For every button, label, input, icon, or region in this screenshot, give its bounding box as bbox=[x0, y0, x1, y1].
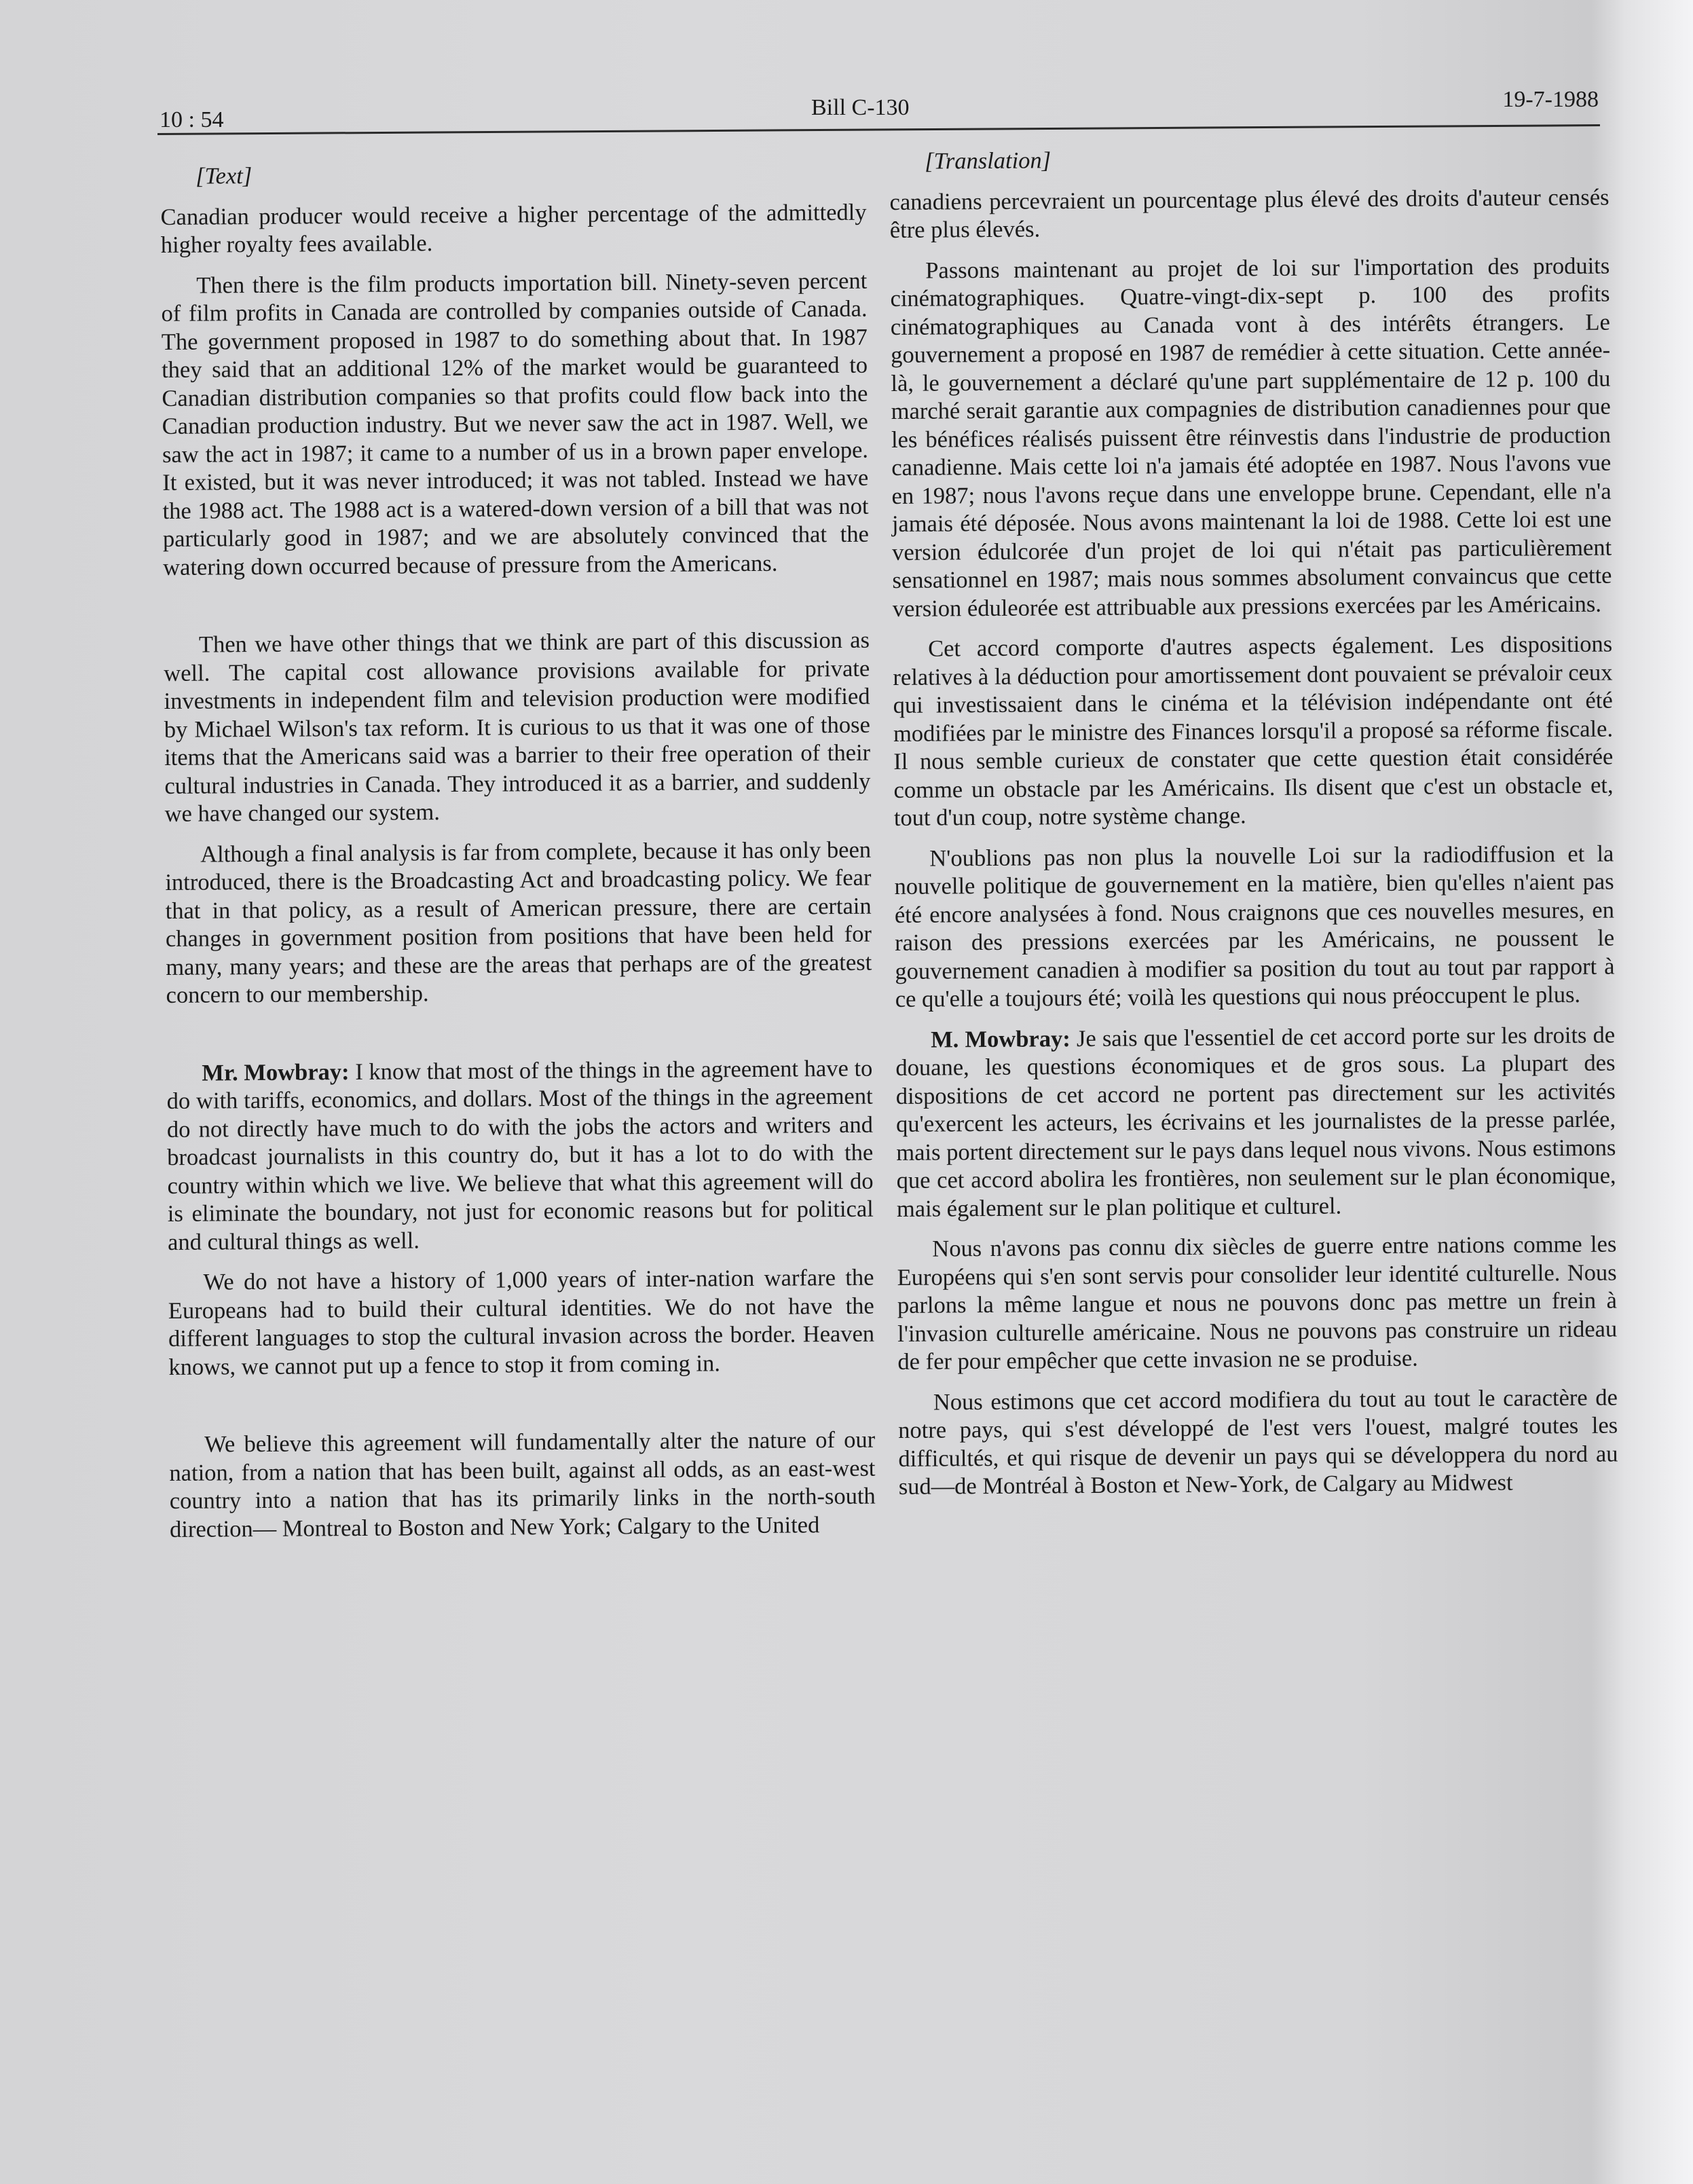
paragraph: Then there is the film products importation bill. Ninety-seven percent of film profits in Canada are controlled by companies outside of Canada. The government proposed in 1987 to do something about that. In 1987 they said that an additional 12% of the market would be guaranteed to Canadian distribution companies so that profits could flow back into the Canadian production industry. But we never saw the act in 1987. Well, we saw the act in 1987; it came to a number of us in a brown paper envelope. It existed, but it was never introduced; it was not tabled. Instead we have the 1988 act. The 1988 act is a watered-down version of a bill that was not particularly good in 1987; and we are absolutely convinced that the watering down occurred because of pressure from the Americans. bbox=[161, 267, 869, 580]
paragraph: Nous n'avons pas connu dix siècles de guerre entre nations comme les Européens qui s'en sont servis pour consolider leur identité culturelle. Nous parlons la même langue et nous ne pouvons donc pas mettre un frein à l'invasion culturelle américaine. Nous ne pouvons pas construire un rideau de fer pour empêcher que cette invasion ne se produise. bbox=[897, 1231, 1618, 1375]
paragraph: We believe this agreement will fundamentally alter the nature of our nation, from a nation that has been built, against all odds, as an east-west country into a nation that has its primarily links in the north-south direction— Montreal to Boston and New York; Calgary to the United bbox=[169, 1426, 876, 1542]
paragraph: Then we have other things that we think are part of this discussion as well. The capital cost allowance provisions available for private investments in independent film and television production were modified by Michael Wilson's tax reform. It is curious to us that it was one of those items that the Americans said was a barrier to their free operation of their cultural industries in Canada. They introduced it as a barrier, and suddenly we have changed our system. bbox=[164, 627, 871, 827]
paragraph: Nous estimons que cet accord modifiera du tout au tout le caractère de notre pays, qui s'est développé de l'est vers l'ouest, malgré toutes les difficultés, et qui risque de devenir un pays qui se développera du nord au sud—de Montréal à Boston et New-York, de Calgary au Midwest bbox=[898, 1384, 1618, 1500]
paragraph: Canadian producer would receive a higher percentage of the admittedly higher royalty fees available. bbox=[160, 199, 867, 258]
header-date: 19-7-1988 bbox=[1502, 87, 1599, 112]
translation-tag: [Translation] bbox=[925, 147, 1052, 174]
speaker-name: M. Mowbray: bbox=[931, 1025, 1071, 1053]
paragraph: N'oublions pas non plus la nouvelle Loi sur la radiodiffusion et la nouvelle politique de gouvernement en la matière, bien qu'elles n'aient pas été encore analysées à fond. Nous craignons que ces nouvelles mesures, en raison des pressions exercées par les Américains, ne poussent le gouvernement canadien à modifier sa position du tout au tout par rapport à ce qu'elle a toujours été; voilà les questions qui nous préoccupent le plus. bbox=[894, 840, 1615, 1012]
french-column bbox=[889, 143, 1618, 1514]
page-number: 10 : 54 bbox=[160, 107, 224, 132]
speaker-name: Mr. Mowbray: bbox=[202, 1058, 350, 1086]
bill-title: Bill C-130 bbox=[811, 95, 910, 120]
spacer bbox=[163, 589, 869, 631]
speaker-text: I know that most of the things in the agreement have to do with tariffs, economics, and dollars. Most of the things in the agreement do not directly have much to do with the jobs the actors and writers and broadcast journalists in this country do, but it has a lot to do with the country within which we live. We believe that what this agreement will do is eliminate the boundary, not just for economic reasons but for political and cultural things as well. bbox=[166, 1055, 874, 1255]
paragraph: Passons maintenant au projet de loi sur l'importation des produits cinématographiques. Quatre-vingt-dix-sept p. 100 des profits cinématographiques au Canada vont à des intérêts étrangers. Le gouvernement a proposé en 1987 de remédier à cette situation. Cette année-là, le gouvernement a déclaré qu'une part supplémentaire de 12 p. 100 du marché serait garantie aux compagnies de distribution canadiennes pour que les bénéfices réalisés puissent être réinvestis dans l'industrie de production canadienne. Mais cette loi n'a jamais été adoptée en 1987. Nous l'avons vue en 1987; nous l'avons reçue dans une enveloppe brune. Cependant, elle n'a jamais été déposée. Nous avons maintenant la loi de 1988. Cette loi est une version édulcorée d'un projet de loi qui n'était pas particulièrement sensationnel en 1987; mais nous sommes absolument convaincus que cette version éduleorée est attribuable aux pressions exercées par les Américains. bbox=[890, 253, 1612, 622]
paragraph: Although a final analysis is far from complete, because it has only been introduced, there is the Broadcasting Act and broadcasting policy. We fear that in that policy, as a result of American pressure, there are certain changes in government position from positions that have been held for many, many years; and these are the areas that perhaps are of the greatest concern to our membership. bbox=[165, 836, 872, 1008]
english-column bbox=[160, 158, 876, 1556]
spacer bbox=[169, 1389, 875, 1431]
paragraph: We do not have a history of 1,000 years of inter-nation warfare the Europeans had to build their cultural identities. We do not have the different languages to stop the cultural invasion across the border. Heaven knows, we cannot put up a fence to stop it from coming in. bbox=[168, 1264, 875, 1380]
spacer bbox=[166, 1017, 872, 1059]
paragraph: Cet accord comporte d'autres aspects également. Les dispositions relatives à la déduction pour amortissement dont pouvaient se prévaloir ceux qui investissaient dans le cinéma et la télévision indépendante ont été modifiées par le ministre des Finances lorsqu'il a proposé sa réforme fiscale. Il nous semble curieux de constater que cette question était considérée comme un obstacle par les Américains. Ils disent que c'est un obstacle et, tout d'un coup, notre système change. bbox=[893, 631, 1614, 831]
speaker-text: Je sais que l'essentiel de cet accord porte sur les droits de douane, les questions économiques et de gros sous. La plupart des dispositions de cet accord ne portent pas directement sur les activités qu'exercent les acteurs, les écrivains et les journalistes de la presse parlée, mais portent directement sur le pays dans lequel nous vivons. Nous estimons que cet accord abolira les frontières, non seulement sur le plan économique, mais également sur le plan politique et culturel. bbox=[895, 1022, 1616, 1222]
speaker-paragraph bbox=[166, 1054, 874, 1257]
speaker-paragraph bbox=[895, 1021, 1616, 1223]
text-tag: [Text] bbox=[196, 163, 253, 189]
paragraph: canadiens percevraient un pourcentage plus élevé des droits d'auteur censés être plus élevés. bbox=[889, 184, 1610, 243]
